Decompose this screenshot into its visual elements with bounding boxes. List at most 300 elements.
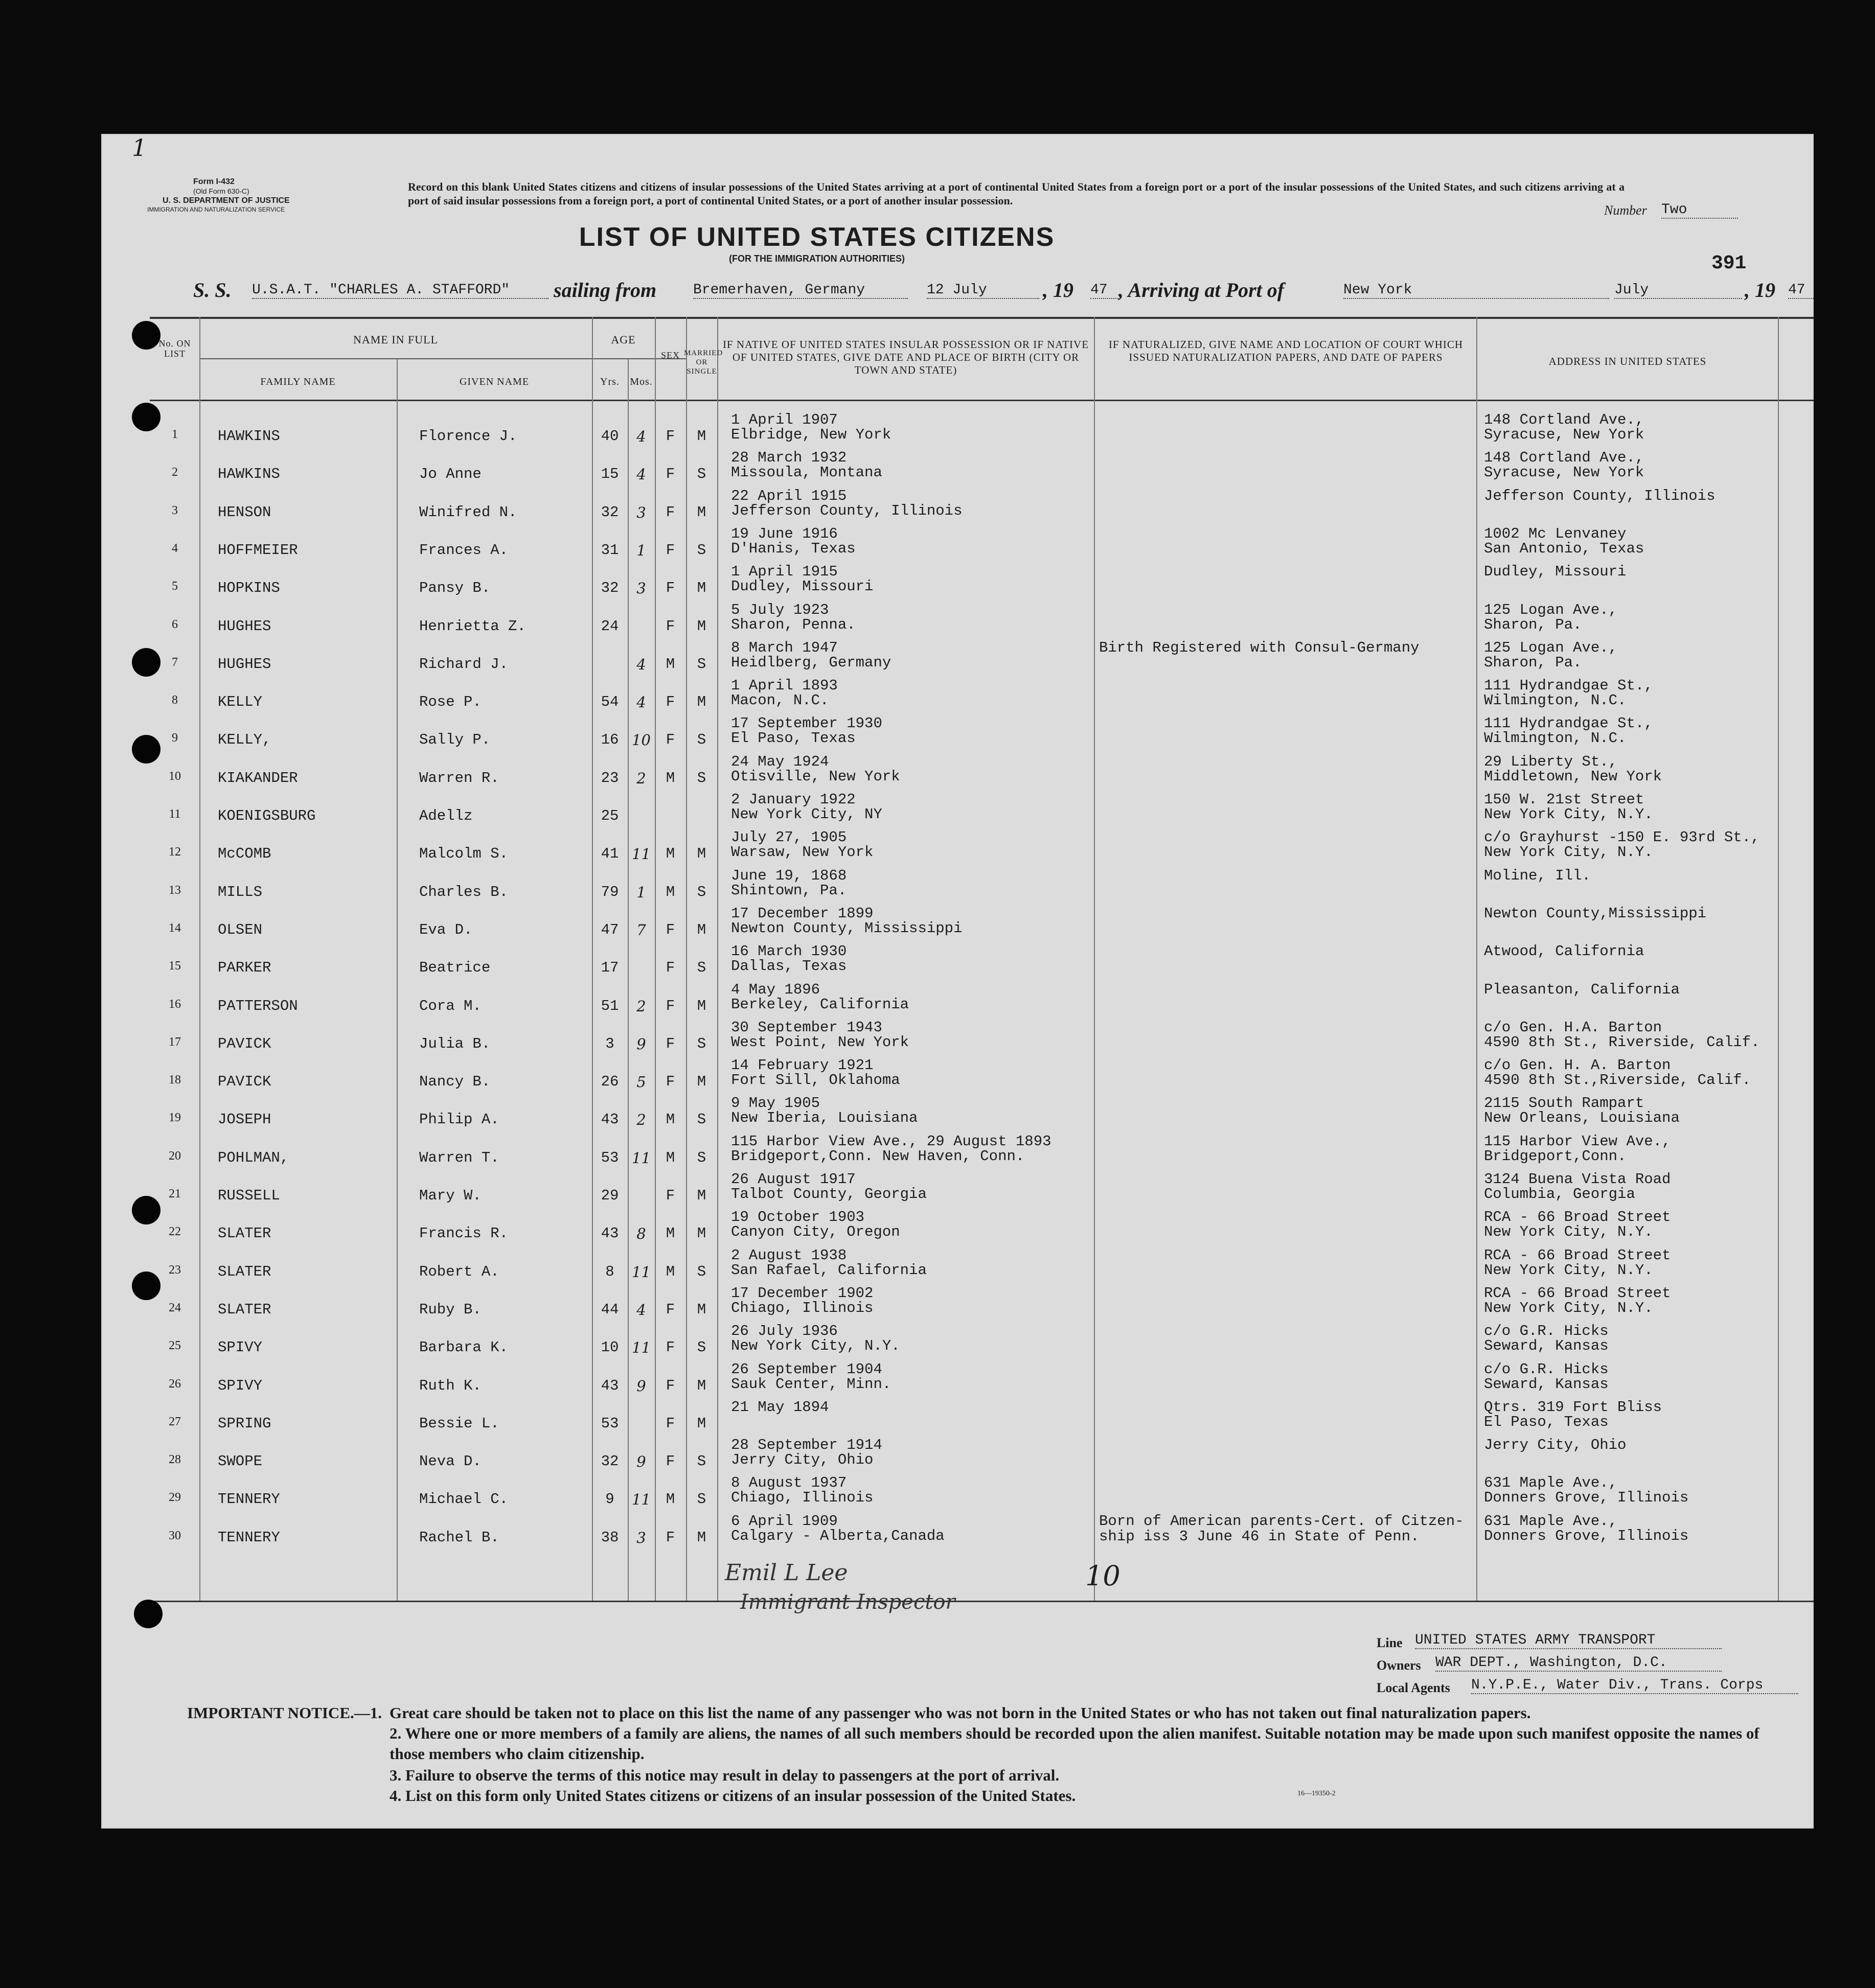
sex: M [666,1225,675,1242]
family-name: HOPKINS [218,580,280,597]
punch-hole [134,1600,163,1628]
col-line [1094,317,1095,1601]
department-name: U. S. DEPARTMENT OF JUSTICE [163,196,290,205]
family-name: HUGHES [218,655,271,673]
given-name: Winifred N. [419,503,517,521]
line-value: UNITED STATES ARMY TRANSPORT [1415,1632,1722,1649]
family-name: SPIVY [218,1377,263,1394]
address-line-2: Seward, Kansas [1484,1375,1609,1393]
sailing-year: 47 [1090,282,1118,299]
marital-status: M [697,845,706,863]
given-name: Sally P. [419,731,491,749]
address-line-1: 631 Maple Ave., [1484,1512,1618,1530]
age-years: 40 [601,428,619,445]
birth-date: 17 September 1930 [731,715,882,732]
family-name: McCOMB [218,845,271,863]
service-name: IMMIGRATION AND NATURALIZATION SERVICE [147,206,285,213]
punch-hole [132,321,161,350]
birth-place: Chiago, Illinois [731,1489,874,1507]
birth-place: Jerry City, Ohio [731,1451,874,1469]
family-name: HUGHES [218,617,271,635]
address-line-2: El Paso, Texas [1484,1413,1609,1430]
address-line-2: 4590 8th St.,Riverside, Calif. [1484,1072,1751,1089]
family-name: OLSEN [218,921,263,938]
family-name: HOFFMEIER [218,541,298,559]
address-line-1: c/o Grayhurst -150 E. 93rd St., [1484,829,1760,846]
address-line-2: Sharon, Pa. [1484,654,1582,671]
address-line-2: New Orleans, Louisiana [1484,1109,1680,1127]
given-name: Beatrice [419,959,491,977]
age-months: 3 [636,580,646,597]
address-line-2: New York City, N.Y. [1484,844,1653,861]
family-name: SWOPE [218,1453,263,1470]
birth-date: 14 February 1921 [731,1057,874,1074]
address-line-2: Seward, Kansas [1484,1337,1609,1355]
sex: M [666,1149,675,1166]
row-number: 5 [172,580,178,593]
notice-2: 2. Where one or more members of a family are aliens, the names of all such members should be recorded upon the alien manifest. Suitable notation may be made upon such manifest opposite the names of those members who claim citizenship. [390,1724,1759,1763]
birth-place: D'Hanis, Texas [731,540,856,557]
address-line-1: c/o G.R. Hicks [1484,1360,1609,1378]
birth-place: Warsaw, New York [731,844,874,861]
row-number: 8 [172,694,178,707]
age-years: 10 [601,1339,619,1356]
row-number: 7 [172,655,178,669]
age-months: 4 [636,694,646,711]
age-years: 24 [601,617,619,635]
sex: F [666,541,675,559]
birth-date: 2 January 1922 [731,791,856,808]
birth-date: 9 May 1905 [731,1095,820,1112]
age-months: 1 [636,883,646,901]
row-number: 19 [169,1111,181,1125]
arrival-port: New York [1343,282,1609,299]
sailing-label: sailing from [554,279,657,302]
birth-place: Missoula, Montana [731,464,882,481]
marital-status: M [697,1073,706,1091]
address-line-1: c/o Gen. H.A. Barton [1484,1019,1662,1036]
row-number: 2 [172,466,178,479]
row-number: 27 [169,1415,181,1428]
sailing-date: 12 July [927,282,1039,299]
sex: F [666,1529,675,1546]
ss-label: S. S. [193,279,232,302]
sex: F [666,466,675,483]
address-line-1: 125 Logan Ave., [1484,639,1618,656]
given-name: Charles B. [419,883,509,900]
family-name: SPIVY [218,1339,263,1356]
age-years: 43 [601,1225,619,1242]
address-line-2: Donners Grove, Illinois [1484,1489,1689,1507]
sex: F [666,997,675,1014]
given-name: Pansy B. [419,580,491,597]
address-line-2: Middletown, New York [1484,768,1662,785]
birth-place: Chiago, Illinois [731,1299,874,1316]
birth-place: Talbot County, Georgia [731,1186,927,1203]
inspector-title: Immigrant Inspector [740,1590,955,1614]
col-mos: Mos. [630,376,653,387]
address-line-2: New York City, N.Y. [1484,806,1653,823]
col-line [717,317,718,1601]
address-line-1: RCA - 66 Broad Street [1484,1209,1671,1226]
given-name: Barbara K. [419,1339,509,1356]
birth-date: 30 September 1943 [731,1019,882,1036]
birth-date: 17 December 1902 [731,1284,874,1302]
sex: M [666,1491,675,1508]
given-name: Henrietta Z. [419,617,526,635]
col-sex: SEX [660,350,680,360]
birth-place: San Rafael, California [731,1261,927,1279]
address-line-2: Sharon, Pa. [1484,616,1582,633]
age-years: 9 [605,1491,614,1508]
col-naturalized: IF NATURALIZED, GIVE NAME AND LOCATION OF COURT WHICH ISSUED NATURALIZATION PAPERS, AND DATE OF PAPERS [1108,338,1464,363]
sex: M [666,1263,675,1280]
sex: F [666,1187,675,1204]
sex: F [666,731,675,749]
age-years: 43 [601,1377,619,1394]
birth-date: 1 April 1893 [731,677,838,695]
row-number: 16 [169,997,181,1011]
family-name: KOENIGSBURG [218,807,316,824]
marital-status: S [697,959,706,977]
arriving-label: , Arriving at Port of [1118,279,1285,302]
address-line-1: 115 Harbor View Ave., [1484,1132,1671,1150]
punch-hole [132,648,161,677]
row-number: 15 [169,959,181,973]
punch-hole [132,735,161,764]
family-name: PARKER [218,959,271,977]
given-name: Mary W. [419,1187,482,1204]
age-months: 10 [632,731,651,749]
birth-place: Sharon, Penna. [731,616,856,633]
birth-place: Sauk Center, Minn. [731,1375,891,1393]
age-years: 15 [601,466,619,483]
age-years: 3 [605,1035,614,1052]
given-name: Nancy B. [419,1073,491,1091]
age-months: 4 [636,466,646,483]
age-years: 38 [601,1529,619,1546]
birth-date: 1 April 1915 [731,563,838,581]
agents-value: N.Y.P.E., Water Div., Trans. Corps [1471,1677,1798,1694]
age-months: 9 [636,1377,646,1395]
birth-date: 115 Harbor View Ave., 29 August 1893 [731,1132,1051,1150]
naturalization-info: Birth Registered with Consul-Germany [1099,639,1420,656]
row-number: 24 [169,1301,181,1314]
address-line-1: 2115 South Rampart [1484,1095,1644,1112]
given-name: Richard J. [419,655,509,673]
row-number: 28 [169,1453,181,1467]
birth-place: New Iberia, Louisiana [731,1109,918,1127]
address-line-1: c/o G.R. Hicks [1484,1323,1609,1340]
row-number: 14 [169,921,181,935]
sex: F [666,617,675,635]
address-line-1: 111 Hydrandgae St., [1484,715,1653,732]
marital-status: M [697,1529,706,1546]
row-number: 21 [169,1187,181,1200]
birth-date: 17 December 1899 [731,905,874,922]
birth-date: 21 May 1894 [731,1398,829,1416]
col-line [397,359,398,1601]
manifest-sheet: 1 Form I-432 (Old Form 630-C) U. S. DEPARTMENT OF JUSTICE IMMIGRATION AND NATURALIZATION SERVICE Record on this blank United States citizens and citizens of insular possessions of the United States arriving at a port of continental United States from a foreign port or a port of the insular possessions of the United States, and such citizens arriving at a port of said insular possessions from a foreign port, a port of continental United States, or a port of another insular possession. Number Two LIST OF UNITED STATES CITIZENS (FOR THE IMMIGRATION AUTHORITIES) 391 S. S. U.S.A.T. "CHARLES A. STAFFORD" sailing from Bremerhaven, Germany 12 July , 19 47 , Arriving at Port of New York July , 19 47 No. ON LIST NAME IN FULL FAMILY NAME GIVEN NAME AGE Yrs. Mos. SEX MARRIED OR SINGLE IF NATIVE OF UNITED STATES INSULAR POSSESSION OR IF NATIVE OF UNITED STATES, GIVE DATE AND PLACE OF BIRTH (CITY OR TOWN AND STATE) IF NATURALIZED, GIVE NAME AND LOCATION OF COURT WHICH ISSUED NATURALIZATION PAPERS, AND DATE OF PAPERS ADDRESS IN UNITED STATES 1 HAWKINS Florence J. 40 4 F M 1 April 1907 Elbridge, New York 148 Cortland Ave., Syracuse, New York 2 HAWKINS Jo Anne 15 4 F S 28 March 1932 Missoula, Montana 148 Cortland Ave., Syracuse, New York 3 HENSON Winifred N. 32 3 F M 22 April 1915 Jefferson County, Illinois Jefferson County, Illinois 4 HOFFMEIER Frances A. 31 1 F S 19 June 1916 D'Hanis, Texas 1002 Mc Lenvaney San Antonio, Texas 5 HOPKINS Pansy B. 32 3 F M 1 April 1915 Dudley, Missouri Dudley, Missouri 6 HUGHES Henrietta Z. 24 F M 5 July 1923 Sharon, Penna. 125 Logan Ave., Sharon, Pa. 7 HUGHES Richard J. 4 M S 8 March 1947 Heidlberg, Germany Birth Registered with Consul-Germany 125 Logan Ave., Sharon, Pa. 8 KELLY Rose P. 54 4 F M 1 April 1893 Macon, N.C. 111 Hydrandgae St., Wilmington, N.C. 9 KELLY, Sally P. 16 10 F S 17 September 1930 El Paso, Texas 111 Hydrandgae St., Wilmington, N.C. 10 KIAKANDER Warren R. 23 2 M S 24 May 1924 Otisville, New York 29 Liberty St., Middletown, New York 11 KOENIGSBURG Adellz 25 2 January 1922 New York City, NY 150 W. 21st Street New York City, N.Y. 12 McCOMB Malcolm S. 41 11 M M July 27, 1905 Warsaw, New York c/o Grayhurst -150 E. 93rd St., New York City, N.Y. 13 MILLS Charles B. 79 1 M S June 19, 1868 Shintown, Pa. Moline, Ill. 14 OLSEN Eva D. 47 7 F M 17 December 1899 Newton County, Mississippi Newton County,Mississippi 15 PARKER Beatrice 17 F S 16 March 1930 Dallas, Texas Atwood, California 16 PATTERSON Cora M. 51 2 F M 4 May 1896 Berkeley, California Pleasanton, California 17 PAVICK Julia B. 3 9 F S 30 September 1943 West Point, New York c/o Gen. H.A. Barton 4590 8th St., Riverside, Calif. 18 PAVICK Nancy B. 26 5 F M 14 February 1921 Fort Sill, Oklahoma c/o Gen. H. A. Barton 4590 8th St.,Riverside, Calif. 19 JOSEPH Philip A. 43 2 M S 9 May 1905 New Iberia, Louisiana 2115 South Rampart New Orleans, Louisiana 20 POHLMAN, Warren T. 53 11 M S 115 Harbor View Ave., 29 August 1893 Bridgeport,Conn. New Haven, Conn. 115 Harbor View Ave., Bridgeport,Conn. 21 RUSSELL Mary W. 29 F M 26 August 1917 Talbot County, Georgia 3124 Buena Vista Road Columbia, Georgia 22 SLATER Francis R. 43 8 M M 19 October 1903 Canyon City, Oregon RCA - 66 Broad Street New York City, N.Y. 23 SLATER Robert A. 8 11 M S 2 August 1938 San Rafael, California RCA - 66 Broad Street New York City, N.Y. 24 SLATER Ruby B. 44 4 F M 17 December 1902 Chiago, Illinois RCA - 66 Broad Street New York City, N.Y. 25 SPIVY Barbara K. 10 11 F S 26 July 1936 New York City, N.Y. c/o G.R. Hicks Seward, Kansas 26 SPIVY Ruth K. 43 9 F M 26 September 1904 Sauk Center, Minn. c/o G.R. Hicks Seward, Kansas 27 SPRING Bessie L. 53 F M 21 May 1894 Qtrs. 319 Fort Bliss El Paso, Texas 28 SWOPE Neva D. 32 9 F S 28 September 1914 Jerry City, Ohio Jerry City, Ohio 29 TENNERY Michael C. 9 11 M S 8 August 1937 Chiago, Illinois 631 Maple Ave., Donners Grove, Illinois 30 TENNERY Rachel B. 38 3 F M 6 April 1909 Calgary - Alberta,Canada Born of American parents-Cert. of Citzen- ship iss 3 June 46 in State of Penn. 631 Maple Ave., Donners Grove, Illinois Emil L Lee Immigrant Inspector 10 Line UNITED STATES ARMY TRANSPORT Owners WAR DEPT., Washington, D.C. Local Agents N.Y.P.E., Water Div., Trans. Corps IMPORTANT NOTICE.—1. Great care should be taken not to place on this list the name of any passenger who was not born in the United States or who has not taken out final naturalization papers. 2. Where one or more members of a family are aliens, the names of all such members should be recorded upon the alien manifest. Suitable notation may be made upon such manifest opposite the names of those members who claim citizenship. 3. Failure to observe the terms of this notice may result in delay to passengers at the port of arrival. 4. List on this form only United States citizens or citizens of an insular possession of the United States. 16—19350-2 [101,134,1814,1829]
given-name: Florence J. [419,428,517,445]
age-months: 9 [636,1453,646,1471]
sex: F [666,959,675,977]
row-number: 1 [172,428,178,441]
row-number: 13 [169,883,181,897]
table-bottom-rule [150,1601,1814,1602]
family-name: MILLS [218,883,263,900]
given-name: Robert A. [419,1263,499,1280]
address-line-1: 111 Hydrandgae St., [1484,677,1653,695]
marital-status: M [697,503,706,521]
family-name: SLATER [218,1263,271,1280]
address-line-1: Qtrs. 319 Fort Bliss [1484,1398,1662,1416]
address-line-1: c/o Gen. H. A. Barton [1484,1057,1671,1074]
corner-mark: 1 [132,134,147,161]
birth-date: 8 March 1947 [731,639,838,656]
address-line-2: Wilmington, N.C. [1484,692,1627,709]
address-line-2: New York City, N.Y. [1484,1299,1653,1316]
birth-date: 26 July 1936 [731,1323,838,1340]
col-name-in-full: NAME IN FULL [353,333,438,346]
naturalization-info: Born of American parents-Cert. of Citzen- ship iss 3 June 46 in State of Penn. [1099,1512,1464,1545]
given-name: Ruth K. [419,1377,482,1394]
sex: M [666,655,675,673]
given-name: Adellz [419,807,473,824]
address-line-1: 150 W. 21st Street [1484,791,1644,808]
marital-status: M [697,1187,706,1204]
sailing-from: Bremerhaven, Germany [693,282,908,299]
birth-date: July 27, 1905 [731,829,847,846]
birth-date: 5 July 1923 [731,601,829,618]
given-name: Julia B. [419,1035,491,1052]
family-name: HAWKINS [218,428,280,445]
age-years: 23 [601,769,619,787]
birth-place: Newton County, Mississippi [731,919,963,937]
birth-date: 8 August 1937 [731,1474,847,1492]
age-years: 41 [601,845,619,863]
address-line-1: 631 Maple Ave., [1484,1474,1618,1492]
marital-status: M [697,921,706,938]
age-years: 44 [601,1301,619,1318]
form-subtitle: (FOR THE IMMIGRATION AUTHORITIES) [729,253,905,264]
arrival-year-prefix: 19 [1755,279,1775,302]
punch-hole [132,403,161,431]
col-given-name: GIVEN NAME [459,376,530,387]
birth-place: Elbridge, New York [731,426,891,443]
sex: F [666,1035,675,1052]
age-years: 29 [601,1187,619,1204]
age-months: 4 [636,655,646,673]
given-name: Neva D. [419,1453,482,1470]
table-top-rule [150,317,1814,319]
birth-place: New York City, N.Y. [731,1337,900,1355]
birth-date: 28 March 1932 [731,449,847,467]
age-years: 32 [601,580,619,597]
birth-place: Fort Sill, Oklahoma [731,1072,900,1089]
given-name: Bessie L. [419,1415,499,1432]
address-line-2: Syracuse, New York [1484,426,1644,443]
address-line-2: Syracuse, New York [1484,464,1644,481]
agents-label: Local Agents [1377,1680,1450,1695]
sex: F [666,503,675,521]
col-no-on-list: No. ON LIST [158,338,191,359]
row-number: 4 [172,541,178,555]
family-name: SLATER [218,1225,271,1242]
age-years: 32 [601,1453,619,1470]
age-months: 4 [636,428,646,445]
sex: F [666,1377,675,1394]
address-line-1: Newton County,Mississippi [1484,905,1707,922]
age-months: 2 [636,997,646,1015]
marital-status: S [697,769,706,787]
address-line-1: 148 Cortland Ave., [1484,449,1644,467]
age-years: 53 [601,1149,619,1166]
given-name: Rose P. [419,694,482,711]
marital-status: S [697,1111,706,1128]
birth-date: 19 June 1916 [731,525,838,542]
sex: M [666,845,675,863]
birth-place: Otisville, New York [731,768,900,785]
marital-status: S [697,731,706,749]
birth-date: 28 September 1914 [731,1437,882,1454]
punch-hole [132,1272,161,1300]
age-months: 3 [636,503,646,521]
marital-status: S [697,1035,706,1052]
birth-date: 2 August 1938 [731,1246,847,1264]
sex: M [666,883,675,900]
family-name: PATTERSON [218,997,298,1014]
row-number: 3 [172,503,178,517]
row-number: 6 [172,617,178,631]
address-line-1: RCA - 66 Broad Street [1484,1284,1671,1302]
birth-date: 26 August 1917 [731,1171,856,1188]
marital-status: S [697,1263,706,1280]
address-line-2: Donners Grove, Illinois [1484,1527,1689,1544]
print-code: 16—19350-2 [1297,1790,1336,1797]
row-number: 18 [169,1073,181,1087]
birth-date: June 19, 1868 [731,867,847,884]
birth-date: 24 May 1924 [731,753,829,770]
given-name: Cora M. [419,997,482,1014]
sex: F [666,1453,675,1470]
address-line-1: 125 Logan Ave., [1484,601,1618,618]
marital-status: M [697,617,706,635]
given-name: Frances A. [419,541,509,559]
address-line-1: 29 Liberty St., [1484,753,1618,770]
birth-date: 26 September 1904 [731,1360,882,1378]
family-name: KELLY, [218,731,271,749]
age-years: 51 [601,997,619,1014]
birth-place: Dudley, Missouri [731,578,874,595]
row-number: 10 [169,769,181,783]
given-name: Rachel B. [419,1529,499,1546]
line-label: Line [1377,1635,1403,1650]
address-line-1: Dudley, Missouri [1484,563,1627,581]
sex: F [666,580,675,597]
name-subhead-rule [199,358,686,359]
record-instructions: Record on this blank United States citizens and citizens of insular possessions of the United States arriving at a port of continental United States from a foreign port or a port of the insular possessions of the United States, and such citizens arriving at a port of said insular possessions from a foreign port, a port of continental United States, or a port of another insular possession. [408,180,1625,207]
age-months: 11 [632,1263,651,1281]
col-birth: IF NATIVE OF UNITED STATES INSULAR POSSESSION OR IF NATIVE OF UNITED STATES, GIVE DATE AND PLACE OF BIRTH (CITY OR TOWN AND STATE) [722,338,1089,376]
page-count: 10 [1085,1560,1121,1592]
given-name: Warren T. [419,1149,499,1166]
birth-date: 1 April 1907 [731,411,838,428]
notice-4: 4. List on this form only United States citizens or citizens of an insular possession of the United States. [390,1787,1076,1805]
marital-status: S [697,466,706,483]
row-number: 25 [169,1339,181,1353]
birth-place: Jefferson County, Illinois [731,502,963,519]
birth-date: 19 October 1903 [731,1209,865,1226]
age-years: 16 [601,731,619,749]
marital-status: M [697,1415,706,1432]
birth-place: El Paso, Texas [731,730,856,747]
address-line-2: Bridgeport,Conn. [1484,1147,1627,1165]
birth-place: Macon, N.C. [731,692,829,709]
family-name: HAWKINS [218,466,280,483]
ship-name: U.S.A.T. "CHARLES A. STAFFORD" [252,282,548,299]
birth-date: 6 April 1909 [731,1512,838,1530]
family-name: POHLMAN, [218,1149,289,1166]
birth-date: 16 March 1930 [731,943,847,960]
header-bottom-rule [150,400,1814,401]
age-months: 11 [632,1339,651,1357]
form-title: LIST OF UNITED STATES CITIZENS [579,222,1055,252]
address-line-2: Columbia, Georgia [1484,1186,1635,1203]
address-line-1: Jerry City, Ohio [1484,1437,1627,1454]
age-years: 47 [601,921,619,938]
address-line-1: RCA - 66 Broad Street [1484,1246,1671,1264]
age-years: 53 [601,1415,619,1432]
col-address: ADDRESS IN UNITED STATES [1548,355,1707,367]
sex: F [666,694,675,711]
col-yrs: Yrs. [600,376,620,387]
family-name: PAVICK [218,1073,271,1091]
age-months: 2 [636,769,646,787]
age-months: 1 [636,541,646,559]
sex: M [666,769,675,787]
age-years: 17 [601,959,619,977]
row-number: 12 [169,845,181,859]
row-number: 26 [169,1377,181,1391]
row-number: 29 [169,1491,181,1505]
notice-1: Great care should be taken not to place on this list the name of any passenger who was not born in the United States or who has not taken out final naturalization papers. [390,1704,1531,1722]
birth-place: Heidlberg, Germany [731,654,891,671]
given-name: Malcolm S. [419,845,509,863]
address-line-1: Moline, Ill. [1484,867,1591,884]
birth-place: Shintown, Pa. [731,882,847,899]
marital-status: M [697,428,706,445]
row-number: 9 [172,731,178,745]
sex: M [666,1111,675,1128]
sex: F [666,1339,675,1356]
marital-status: S [697,655,706,673]
age-years: 8 [605,1263,614,1280]
marital-status: M [697,997,706,1014]
col-line [1476,317,1477,1601]
arrival-year: 47 [1788,282,1814,299]
col-age: AGE [611,333,636,346]
row-number: 22 [169,1225,181,1239]
family-name: KIAKANDER [218,769,298,787]
age-years: 54 [601,694,619,711]
notice-label: IMPORTANT NOTICE.—1. [187,1704,382,1722]
row-number: 17 [169,1035,181,1049]
given-name: Warren R. [419,769,499,787]
given-name: Francis R. [419,1225,509,1242]
owners-value: WAR DEPT., Washington, D.C. [1435,1655,1722,1672]
col-family-name: FAMILY NAME [260,376,336,387]
